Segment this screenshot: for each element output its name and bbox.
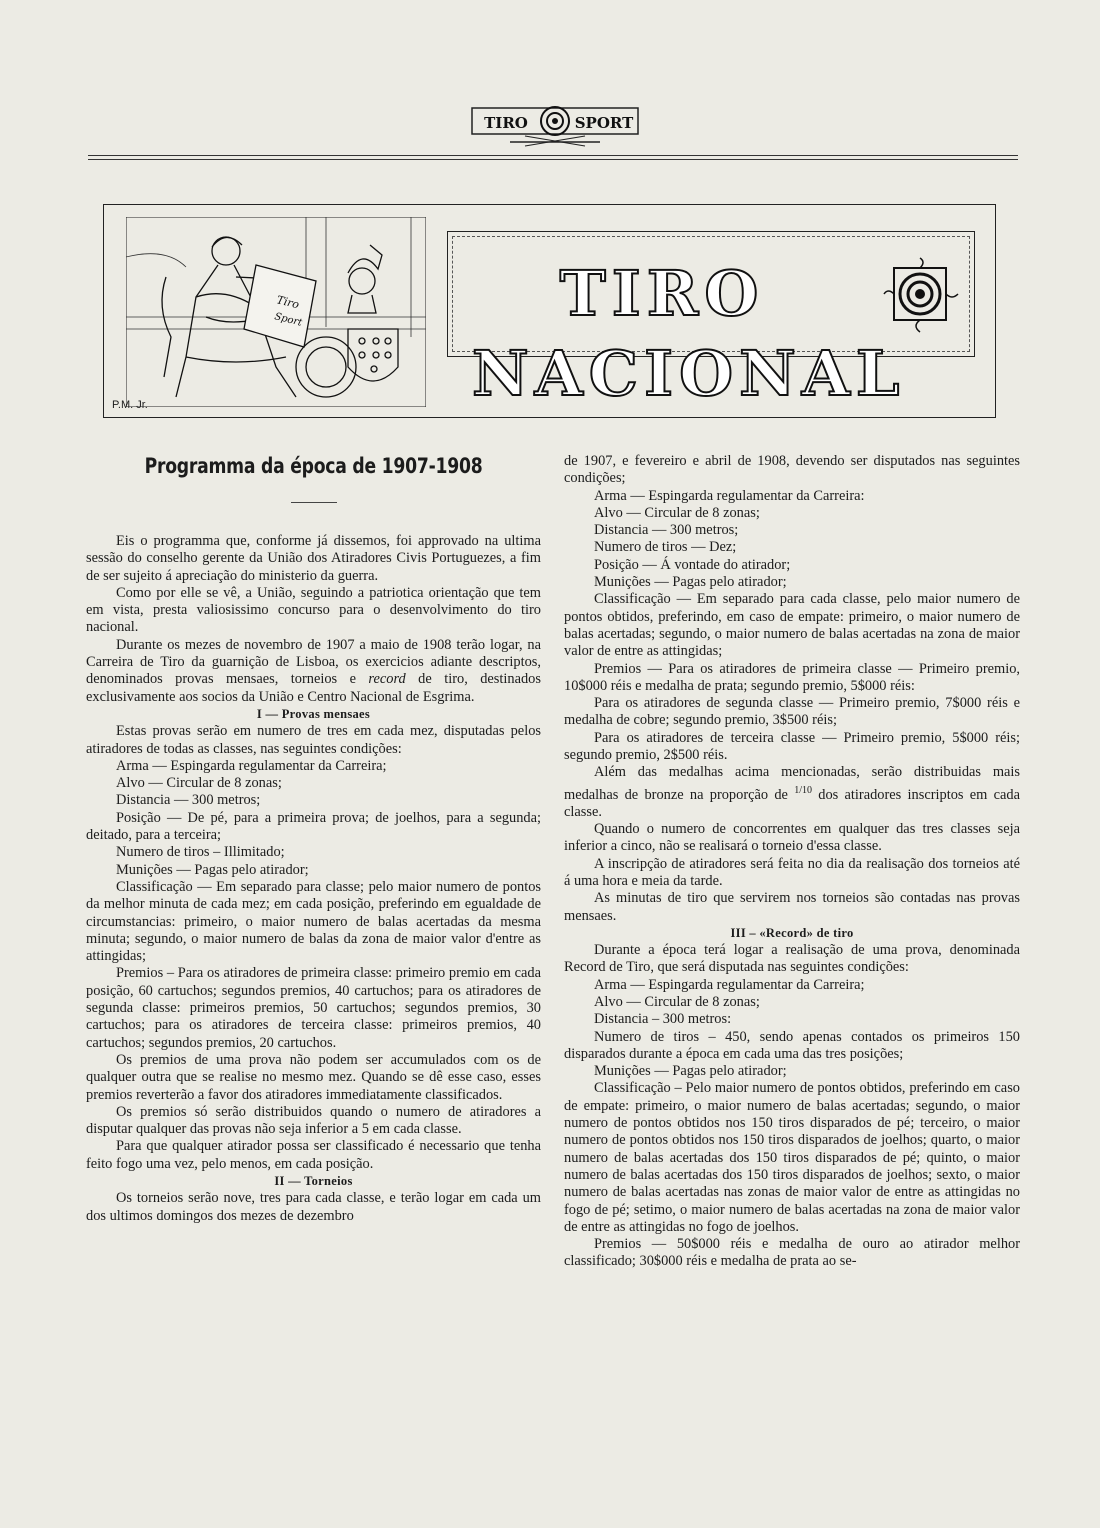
torneios-numero-tiros: Numero de tiros — Dez; xyxy=(594,539,737,556)
intro-text-b: de tiro, destinados exclusivamente aos socios da União e Centro Nacional de Esgrima. xyxy=(86,671,541,705)
right-column xyxy=(564,453,1020,1271)
torneios-premios-1: Premios — Para os atiradores de primeira classe — Primeiro premio, 10$000 réis e medalha de prata; segundo premio, 5$000 réis: xyxy=(564,660,1020,694)
medalhas-fraction: 1/10 xyxy=(794,784,812,796)
record-intro: Durante a época terá logar a realisação de uma prova, denominada Record de Tiro, que será disputada nas seguintes condições: xyxy=(564,942,1020,976)
intro-paragraph-3 xyxy=(86,637,541,706)
section-heading-record: III – «Record» de tiro xyxy=(730,925,854,940)
intro-text-a: Durante os mezes de novembro de 1907 a maio de 1908 terão logar, na Carreira de Tiro da guarnição de Lisboa, os exercicios adiante descriptos, denominados provas mensaes, torneios e xyxy=(86,636,541,688)
illustration-label-1: Tiro xyxy=(275,293,301,312)
record-classificacao: Classificação – Pelo maior numero de pontos obtidos, preferindo em caso de empate: primeiro, o maior numero de balas acertadas; segundo, o maior numero de pontos obtidos nos 150 tiros disparados de pé; terceiro, o maior numero de pontos obtidos nos 150 tiros disparados de joelhos; quarto, o maior numero de balas acertadas dos 150 tiros disparados de pé; quinto, o maior numero de balas acertadas dos 150 tiros disparados de joelhos; sexto, o maior numero de balas acertadas nas zonas de maior valor de entre as attingidas no fogo de pé; setimo, o maior numero de balas acertadas na zona de maior valor de entre as attingidas no fogo de joelhos. xyxy=(564,1080,1020,1235)
banner-title: TIRO NACIONAL xyxy=(472,257,906,410)
torneios-paragraph-2: A inscripção de atiradores será feita no dia da realisação dos torneios até á uma hora e meia da tarde. xyxy=(564,855,1020,889)
provas-distancia: Distancia — 300 metros; xyxy=(116,792,261,809)
header-rule xyxy=(88,155,1018,156)
title-divider xyxy=(291,502,337,503)
provas-arma: Arma — Espingarda regulamentar da Carreira; xyxy=(116,757,387,774)
allegorical-illustration xyxy=(126,217,426,407)
torneios-paragraph-3: As minutas de tiro que servirem nos torneios são contadas nas provas mensaes. xyxy=(564,890,1020,924)
masthead-right-text: SPORT xyxy=(574,114,634,132)
torneios-distancia: Distancia — 300 metros; xyxy=(594,522,739,539)
article-title: Programma da época de 1907-1908 xyxy=(144,454,483,478)
intro-paragraph-1: Eis o programma que, conforme já dissemos, foi approvado na ultima sessão do conselho gerente da União dos Atiradores Civis Portuguezes, a fim de ser sujeito á apreciação do ministerio da guerra. xyxy=(86,533,541,584)
left-column xyxy=(86,452,541,1225)
section-heading-torneios: II — Torneios xyxy=(274,1173,353,1188)
masthead-left-text: TIRO xyxy=(484,114,528,132)
header-rule-second xyxy=(88,159,1018,160)
torneios-premios-2: Para os atiradores de segunda classe — Primeiro premio, 7$000 réis e medalha de cobre; segundo premio, 3$500 réis; xyxy=(564,695,1020,729)
record-premios: Premios — 50$000 réis e medalha de ouro ao atirador melhor classificado; 30$000 réis e medalha de prata ao se- xyxy=(564,1236,1020,1270)
target-icon xyxy=(880,254,960,334)
provas-alvo: Alvo — Circular de 8 zonas; xyxy=(116,775,282,792)
torneios-posicao: Posição — Á vontade do atirador; xyxy=(594,556,791,573)
torneios-municoes: Munições — Pagas pelo atirador; xyxy=(594,574,787,591)
illustration-label-2: Sport xyxy=(273,311,304,329)
section-heading-provas: I — Provas mensaes xyxy=(256,706,371,721)
provas-posicao: Posição — De pé, para a primeira prova; de joelhos, para a segunda; deitado, para a terceira; xyxy=(86,809,541,844)
artist-signature: P.M. Jr. xyxy=(112,399,148,411)
provas-classificacao: Classificação — Em separado para classe; pelo maior numero de pontos da melhor minuta de cada mez; em cada posição, preferindo em egualdade de circumstancias: primeiro, o maior numero de balas acertadas da mesma minuta; segundo, o maior numero de balas da zona de maior valor d'entre as attingidas; xyxy=(86,878,541,965)
medalhas-text-b: dos atiradores inscriptos em cada classe. xyxy=(564,786,1020,820)
provas-paragraph-1: Os premios de uma prova não podem ser accumulados com os de qualquer outra que se realise no mesmo mez. Quando se dê esse caso, esses premios reverterão a favor dos atiradores immediatamente classificados. xyxy=(86,1051,541,1103)
torneios-classificacao: Classificação — Em separado para cada classe, pelo maior numero de pontos obtidos, preferindo, em caso de empate: primeiro, o maior numero de balas acertadas; segundo, o maior numero de balas acertadas na zona de maior valor de entre as attingidas; xyxy=(564,591,1020,660)
record-distancia: Distancia – 300 metros: xyxy=(594,1011,732,1028)
record-municoes: Munições — Pagas pelo atirador; xyxy=(594,1063,787,1080)
torneios-intro-continued: de 1907, e fevereiro e abril de 1908, devendo ser disputados nas seguintes condições; xyxy=(564,453,1020,487)
provas-numero-tiros: Numero de tiros – Illimitado; xyxy=(116,844,285,861)
provas-paragraph-3: Para que qualquer atirador possa ser classificado é necessario que tenha feito fogo uma vez, pelo menos, em cada posição. xyxy=(86,1138,541,1172)
torneios-premios-3: Para os atiradores de terceira classe — Primeiro premio, 5$000 réis; segundo premio, 2$500 réis. xyxy=(564,729,1020,764)
torneios-alvo: Alvo — Circular de 8 zonas; xyxy=(594,504,760,521)
torneios-medalhas xyxy=(564,764,1020,821)
torneios-paragraph-1: Quando o numero de concorrentes em qualquer das tres classes seja inferior a cinco, não se realisará o torneio d'essa classe. xyxy=(564,821,1020,855)
record-numero-tiros: Numero de tiros – 450, sendo apenas contados os primeiros 150 disparados durante a época em cada uma das tres posições; xyxy=(564,1028,1020,1062)
banner-title-box xyxy=(447,231,975,410)
provas-premios: Premios – Para os atiradores de primeira classe: primeiro premio em cada posição, 60 cartuchos; segundos premios, 40 cartuchos; para os atiradores de segunda classe: primeiros premios, 50 cartuchos; segundos premios, 30 cartuchos; para os atiradores de terceira classe: primeiros premios, 40 cartuchos; segundos premios, 20 cartuchos. xyxy=(86,965,541,1051)
provas-paragraph-2: Os premios só serão distribuidos quando o numero de atiradores a disputar qualquer das provas não seja inferior a 5 em cada classe. xyxy=(86,1103,541,1138)
provas-intro: Estas provas serão em numero de tres em cada mez, disputadas pelos atiradores de todas as classes, nas seguintes condições: xyxy=(86,723,541,757)
title-banner xyxy=(103,204,996,418)
intro-record-em: record xyxy=(368,671,406,688)
intro-paragraph-2: Como por elle se vê, a União, seguindo a patriotica orientação que tem em vista, presta valiosissimo concurso para o desenvolvimento do tiro nacional. xyxy=(86,584,541,636)
torneios-intro: Os torneios serão nove, tres para cada classe, e terão logar em cada um dos ultimos domingos dos mezes de dezembro xyxy=(86,1190,541,1224)
provas-municoes: Munições — Pagas pelo atirador; xyxy=(116,861,309,878)
masthead-logo xyxy=(470,98,640,148)
torneios-arma: Arma — Espingarda regulamentar da Carreira: xyxy=(594,487,865,504)
medalhas-text-a: Além das medalhas acima mencionadas, serão distribuidas mais medalhas de bronze na proporção de xyxy=(564,764,1020,803)
record-arma: Arma — Espingarda regulamentar da Carreira; xyxy=(594,976,865,993)
record-alvo: Alvo — Circular de 8 zonas; xyxy=(594,994,760,1010)
